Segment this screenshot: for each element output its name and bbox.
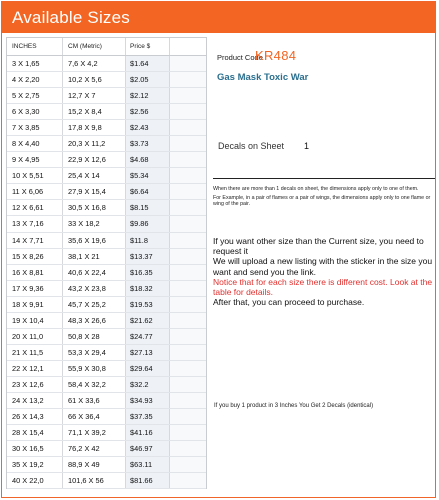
cell-spacer — [169, 281, 206, 296]
table-row — [7, 425, 206, 441]
cell-inches: 11 X 6,06 — [12, 187, 44, 197]
cell-inches: 18 X 9,91 — [12, 299, 44, 309]
cell-price: $18.32 — [125, 281, 169, 296]
table-row — [7, 457, 206, 473]
cell-spacer — [169, 361, 206, 376]
cell-inches: 5 X 2,75 — [12, 91, 40, 101]
cell-price: $21.62 — [125, 313, 169, 328]
header-bar — [2, 2, 435, 33]
cell-spacer — [169, 441, 206, 456]
cell-cm: 33 X 18,2 — [62, 216, 125, 231]
cell-price: $81.66 — [125, 473, 169, 488]
product-name: Gas Mask Toxic War — [217, 72, 309, 83]
cell-cm: 43,2 X 23,8 — [62, 281, 125, 296]
cell-price: $2.05 — [125, 72, 169, 87]
table-row — [7, 281, 206, 297]
cell-inches: 19 X 10,4 — [12, 315, 44, 325]
table-row — [7, 409, 206, 425]
cell-cm: 7,6 X 4,2 — [62, 56, 125, 71]
cell-cm: 50,8 X 28 — [62, 329, 125, 344]
cell-price: $6.64 — [125, 184, 169, 199]
cell-price: $63.11 — [125, 457, 169, 472]
cell-inches: 9 X 4,95 — [12, 155, 40, 165]
cell-spacer — [169, 168, 206, 183]
cell-cm: 12,7 X 7 — [62, 88, 125, 103]
cell-spacer — [169, 152, 206, 167]
cell-cm: 48,3 X 26,6 — [62, 313, 125, 328]
cell-price: $5.34 — [125, 168, 169, 183]
cell-spacer — [169, 329, 206, 344]
cell-inches: 21 X 11,5 — [12, 347, 44, 357]
cell-cm: 45,7 X 25,2 — [62, 297, 125, 312]
cell-spacer — [169, 216, 206, 231]
cell-spacer — [169, 473, 206, 488]
cell-spacer — [169, 184, 206, 199]
table-row — [7, 72, 206, 88]
size-request-instructions — [213, 236, 437, 307]
table-row — [7, 104, 206, 120]
cell-inches: 14 X 7,71 — [12, 235, 44, 245]
cell-cm: 66 X 36,4 — [62, 409, 125, 424]
header-cm: CM (Metric) — [62, 38, 125, 55]
cell-inches: 3 X 1,65 — [12, 59, 40, 68]
cell-spacer — [169, 88, 206, 103]
cell-cm: 27,9 X 15,4 — [62, 184, 125, 199]
cell-inches: 17 X 9,36 — [12, 283, 44, 293]
cell-inches: 8 X 4,40 — [12, 139, 40, 149]
cell-price: $16.35 — [125, 265, 169, 280]
decals-count: 1 — [304, 141, 310, 151]
cell-price: $46.97 — [125, 441, 169, 456]
table-row — [7, 88, 206, 104]
cell-price: $27.13 — [125, 345, 169, 360]
cell-cm: 20,3 X 11,2 — [62, 136, 125, 151]
product-code-label: Product Code — [217, 53, 263, 62]
cell-spacer — [169, 377, 206, 392]
cell-inches: 4 X 2,20 — [12, 75, 40, 85]
cell-cm: 17,8 X 9,8 — [62, 120, 125, 135]
cell-inches: 6 X 3,30 — [12, 107, 40, 117]
table-body — [7, 56, 206, 489]
cell-spacer — [169, 104, 206, 119]
instruction-3: After that, you can proceed to purchase. — [213, 297, 365, 308]
cell-inches: 40 X 22,0 — [12, 476, 44, 486]
cell-inches: 28 X 15,4 — [12, 428, 44, 438]
cell-cm: 58,4 X 32,2 — [62, 377, 125, 392]
cell-inches: 16 X 8,81 — [12, 267, 44, 277]
cell-price: $8.15 — [125, 200, 169, 215]
cell-cm: 22,9 X 12,6 — [62, 152, 125, 167]
cell-spacer — [169, 200, 206, 215]
cell-cm: 15,2 X 8,4 — [62, 104, 125, 119]
cell-price: $13.37 — [125, 249, 169, 264]
table-row — [7, 233, 206, 249]
cell-inches: 22 X 12,1 — [12, 363, 44, 373]
table-row — [7, 473, 206, 489]
table-row — [7, 329, 206, 345]
cell-price: $24.77 — [125, 329, 169, 344]
cell-price: $2.56 — [125, 104, 169, 119]
table-row — [7, 297, 206, 313]
cell-inches: 26 X 14,3 — [12, 412, 44, 422]
size-table — [6, 37, 207, 489]
table-row — [7, 361, 206, 377]
footnote: If you buy 1 product in 3 Inches You Get 2 Decals (identical) — [214, 403, 374, 409]
cell-spacer — [169, 233, 206, 248]
cell-spacer — [169, 457, 206, 472]
cell-cm: 71,1 X 39,2 — [62, 425, 125, 440]
divider — [213, 178, 435, 179]
table-row — [7, 200, 206, 216]
table-row — [7, 313, 206, 329]
cell-price: $34.93 — [125, 393, 169, 408]
table-row — [7, 265, 206, 281]
header-spacer — [169, 38, 206, 55]
listing-frame — [1, 1, 436, 498]
cell-spacer — [169, 409, 206, 424]
cell-cm: 10,2 X 5,6 — [62, 72, 125, 87]
cell-cm: 55,9 X 30,8 — [62, 361, 125, 376]
cell-price: $11.8 — [125, 233, 169, 248]
cell-inches: 15 X 8,26 — [12, 251, 44, 261]
cell-inches: 20 X 11,0 — [12, 331, 44, 341]
cell-spacer — [169, 345, 206, 360]
cell-inches: 23 X 12,6 — [12, 379, 44, 389]
cell-inches: 13 X 7,16 — [12, 219, 44, 229]
cell-price: $2.12 — [125, 88, 169, 103]
cell-price: $9.86 — [125, 216, 169, 231]
note-line-2: For Example, in a pair of flames or a pair of wings, the dimensions apply only to one flame or wing of the pair. — [213, 194, 431, 208]
cell-spacer — [169, 265, 206, 280]
table-row — [7, 377, 206, 393]
cell-cm: 25,4 X 14 — [62, 168, 125, 183]
cell-price: $32.2 — [125, 377, 169, 392]
cell-price: $41.16 — [125, 425, 169, 440]
decals-label: Decals on Sheet — [218, 141, 285, 151]
cell-spacer — [169, 72, 206, 87]
cell-spacer — [169, 120, 206, 135]
cell-spacer — [169, 56, 206, 71]
table-row — [7, 393, 206, 409]
cell-price: $19.53 — [125, 297, 169, 312]
table-row — [7, 152, 206, 168]
table-row — [7, 168, 206, 184]
cell-price: $4.68 — [125, 152, 169, 167]
instruction-2: We will upload a new listing with the sticker in the size you want and send you the link. — [213, 256, 433, 277]
cell-inches: 10 X 5,51 — [12, 171, 44, 181]
cell-spacer — [169, 313, 206, 328]
cell-spacer — [169, 249, 206, 264]
cell-price: $2.43 — [125, 120, 169, 135]
instruction-1: If you want other size than the Current size, you need to request it — [213, 236, 424, 257]
cell-price: $3.73 — [125, 136, 169, 151]
header-title: Available Sizes — [12, 8, 130, 27]
cell-inches: 30 X 16,5 — [12, 444, 44, 454]
cell-price: $1.64 — [125, 56, 169, 71]
dimension-notes — [213, 186, 435, 210]
cell-cm: 53,3 X 29,4 — [62, 345, 125, 360]
cell-spacer — [169, 425, 206, 440]
cell-cm: 35,6 X 19,6 — [62, 233, 125, 248]
table-row — [7, 345, 206, 361]
cell-price: $29.64 — [125, 361, 169, 376]
cell-inches: 24 X 13,2 — [12, 395, 44, 405]
cell-inches: 12 X 6,61 — [12, 203, 44, 213]
cell-spacer — [169, 393, 206, 408]
cell-cm: 30,5 X 16,8 — [62, 200, 125, 215]
table-row — [7, 249, 206, 265]
table-row — [7, 184, 206, 200]
header-inches: INCHES — [12, 43, 37, 50]
note-line-1: When there are more than 1 decals on sheet, the dimensions apply only to one of them. — [213, 186, 419, 192]
product-code: KR484 — [255, 48, 297, 63]
cell-cm: 38,1 X 21 — [62, 249, 125, 264]
table-row — [7, 136, 206, 152]
table-row — [7, 441, 206, 457]
table-row — [7, 56, 206, 72]
table-row — [7, 216, 206, 232]
header-price: Price $ — [125, 38, 169, 55]
cell-cm: 40,6 X 22,4 — [62, 265, 125, 280]
cell-spacer — [169, 136, 206, 151]
cell-inches: 7 X 3,85 — [12, 123, 40, 133]
cell-cm: 101,6 X 56 — [62, 473, 125, 488]
cell-price: $37.35 — [125, 409, 169, 424]
cell-cm: 76,2 X 42 — [62, 441, 125, 456]
table-row — [7, 120, 206, 136]
cell-cm: 61 X 33,6 — [62, 393, 125, 408]
cell-spacer — [169, 297, 206, 312]
cost-warning: Notice that for each size there is different cost. Look at the table for details. — [213, 276, 433, 298]
table-header — [7, 38, 206, 56]
cell-inches: 35 X 19,2 — [12, 460, 44, 470]
cell-cm: 88,9 X 49 — [62, 457, 125, 472]
